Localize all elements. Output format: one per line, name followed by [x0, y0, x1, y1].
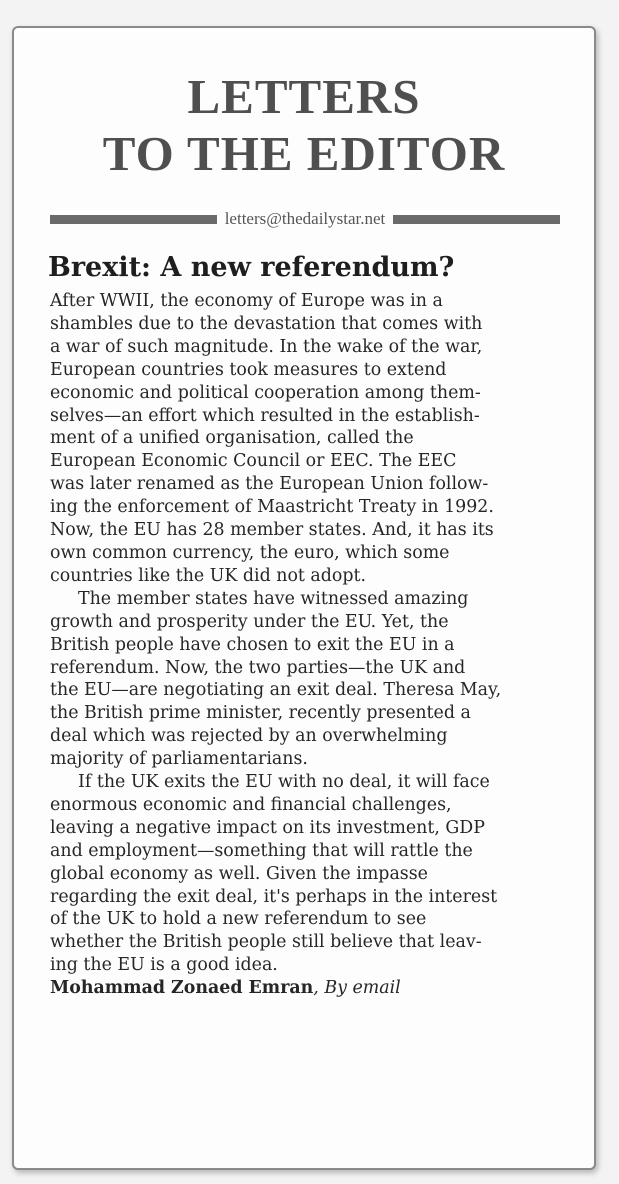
body-line: enormous economic and financial challenges,	[50, 794, 452, 815]
email-divider	[50, 208, 560, 230]
body-line: The member states have witnessed amazing	[78, 588, 469, 609]
body-line: own common currency, the euro, which some	[50, 542, 450, 563]
body-line: whether the British people still believe that leav-	[50, 932, 482, 953]
body-line: referendum. Now, the two parties—the UK and	[50, 657, 466, 678]
body-line: ing the EU is a good idea.	[50, 955, 278, 976]
body-line: the British prime minister, recently presented a	[50, 703, 471, 724]
section-masthead	[14, 68, 594, 182]
body-line: was later renamed as the European Union follow-	[50, 474, 489, 495]
letter-paragraph-1	[50, 290, 562, 588]
body-line: After WWII, the economy of Europe was in a	[50, 291, 443, 311]
body-line: shambles due to the devastation that comes with	[50, 313, 483, 334]
body-line: British people have chosen to exit the EU in a	[50, 634, 455, 655]
body-line: ing the enforcement of Maastricht Treaty in 1992.	[50, 497, 494, 518]
body-line: European Economic Council or EEC. The EEC	[50, 451, 457, 472]
letter-headline: Brexit: A new referendum?	[48, 252, 455, 283]
body-line: growth and prosperity under the EU. Yet, the	[50, 611, 449, 632]
body-line: selves—an effort which resulted in the establish-	[50, 405, 480, 426]
divider-bar-right	[393, 215, 560, 224]
body-line: majority of parliamentarians.	[50, 749, 308, 770]
masthead-line-1: LETTERS	[187, 69, 421, 124]
letter-paragraph-2	[50, 588, 562, 771]
body-line: European countries took measures to extend	[50, 359, 447, 380]
body-line: regarding the exit deal, it's perhaps in the interest	[50, 886, 498, 907]
body-line: and employment—something that will rattle the	[50, 840, 473, 861]
body-line: of the UK to hold a new referendum to see	[50, 909, 427, 930]
divider-bar-left	[50, 215, 217, 224]
letter-paragraph-3	[50, 771, 562, 977]
submission-note: , By email	[313, 978, 401, 999]
masthead-line-2: TO THE EDITOR	[102, 126, 506, 181]
body-line: a war of such magnitude. In the wake of the war,	[50, 336, 483, 357]
body-line: countries like the UK did not adopt.	[50, 565, 367, 586]
body-line: Now, the EU has 28 member states. And, it has its	[50, 520, 494, 541]
body-line: the EU—are negotiating an exit deal. Theresa May,	[50, 680, 502, 701]
author-name: Mohammad Zonaed Emran	[50, 978, 314, 999]
body-line: deal which was rejected by an overwhelming	[50, 726, 448, 747]
body-line: ment of a unified organisation, called the	[50, 428, 414, 449]
body-line: If the UK exits the EU with no deal, it will face	[78, 772, 490, 793]
body-line: economic and political cooperation among them-	[50, 382, 481, 403]
body-line: global economy as well. Given the impasse	[50, 863, 428, 884]
letters-column	[12, 26, 596, 1170]
letter-body	[50, 290, 562, 1000]
letter-signature	[50, 977, 562, 1000]
editor-email: letters@thedailystar.net	[224, 209, 386, 228]
body-line: leaving a negative impact on its investment, GDP	[50, 817, 485, 838]
